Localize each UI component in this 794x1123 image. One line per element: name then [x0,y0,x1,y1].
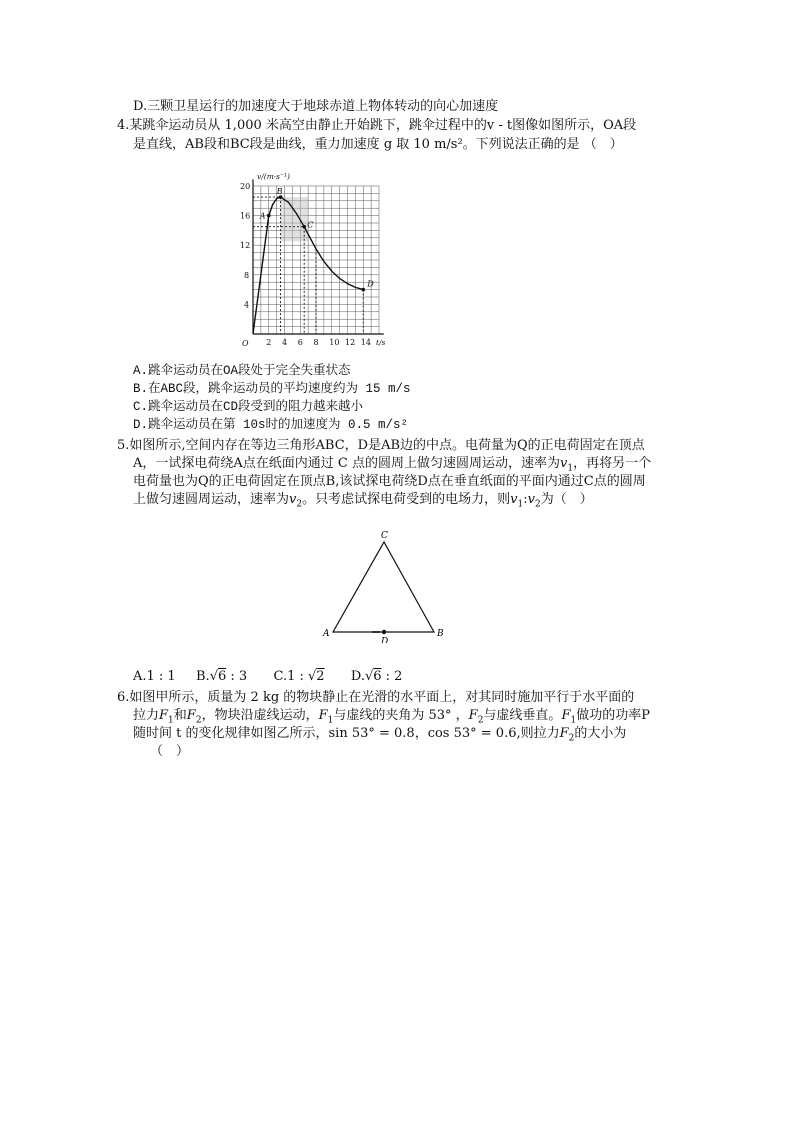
vt-chart [238,170,388,355]
q5-stem-line1: 5.如图所示,空间内存在等边三角形ABC，D是AB边的中点。电荷量为Q的正电荷固定在顶点 [117,438,645,453]
point-d [361,288,365,292]
point-a [267,214,271,218]
q6-stem-line3: 随时间 t 的变化规律如图乙所示，sin 53° = 0.8，cos 53° = 0.6,则拉力$F_2$的大小为 [133,726,627,744]
q5-option-c: C.1 : √2 [273,669,325,684]
y-tick-label: 4 [244,300,250,310]
y-tick-label: 16 [240,211,251,221]
x-tick-label: 4 [282,338,288,347]
q6-stem-line1: 6.如图甲所示，质量为 2 kg 的物块静止在光滑的水平面上，对其同时施加平行于水平面的 [117,690,635,705]
y-tick-label: 20 [240,182,251,191]
q4-option-a: A.跳伞运动员在OA段处于完全失重状态 [133,364,351,378]
q4-option-d: D.跳伞运动员在第 10s时的加速度为 0.5 m/s² [133,418,409,432]
point-c [302,225,306,229]
point-d [382,630,386,634]
point-label-d: D [367,279,374,289]
y-tick-label: 12 [240,241,251,251]
origin-label: O [242,339,249,348]
q5-options [133,668,402,686]
point-label-c: C [307,220,314,230]
q5-stem-line2: A，一试探电荷绕A点在纸面内通过 C 点的圆周上做匀速圆周运动，速率为$v_1$，再将另一个 [133,456,652,474]
y-axis-label: v/(m·s⁻¹) [257,172,290,181]
q4-option-c: C.跳伞运动员在CD段受到的阻力越来越小 [133,400,364,414]
q6-stem-line4: （ ） [150,744,190,759]
q5-option-a: A.1 : 1 [133,669,176,684]
q4-stem-line1: 4.某跳伞运动员从 1,000 米高空由静止开始跳下，跳伞过程中的v - t图像如图所示，OA段 [117,118,637,133]
point-label-b: B [276,187,283,197]
x-tick-label: 12 [345,338,356,347]
x-tick-label: 2 [266,338,272,347]
triangle-diagram [320,528,450,643]
label-c: C [381,531,388,541]
q6-stem-line2: 拉力$F_1$和$F_2$，物块沿虚线运动，$F_1$与虚线的夹角为 53° ，$F_2$与虚线垂直。$F_1$做功的功率P [133,708,650,726]
point-label-a: A [259,211,266,221]
x-axis-label: t/s [376,338,386,347]
q5-option-d: D.√6 : 2 [350,669,403,684]
x-tick-label: 10 [329,338,340,347]
q5-stem-line4: 上做匀速圆周运动，速率为$v_2$。只考虑试探电荷受到的电场力，则$v_1:v_2$为（ ） [133,492,593,510]
x-tick-label: 8 [313,338,319,347]
y-tick-label: 8 [244,270,250,280]
label-a: A [323,629,330,639]
x-tick-label: 6 [297,338,303,347]
q3-option-d: D.三颗卫星运行的加速度大于地球赤道上物体转动的向心加速度 [133,99,499,114]
q4-option-b: B.在ABC段，跳伞运动员的平均速度约为 15 m/s [133,382,411,396]
q5-option-b: B.√6 : 3 [196,669,248,684]
label-b: B [437,629,444,639]
triangle-abc [333,542,434,632]
label-d: D [381,637,389,643]
x-tick-label: 14 [360,338,371,347]
q4-stem-line2: 是直线，AB段和BC段是曲线，重力加速度 g 取 10 m/s²。下列说法正确的是 （ ） [133,137,623,152]
q5-stem-line3: 电荷量也为Q的正电荷固定在顶点B,该试探电荷绕D点在垂直纸面的平面内通过C点的圆周 [133,474,646,489]
